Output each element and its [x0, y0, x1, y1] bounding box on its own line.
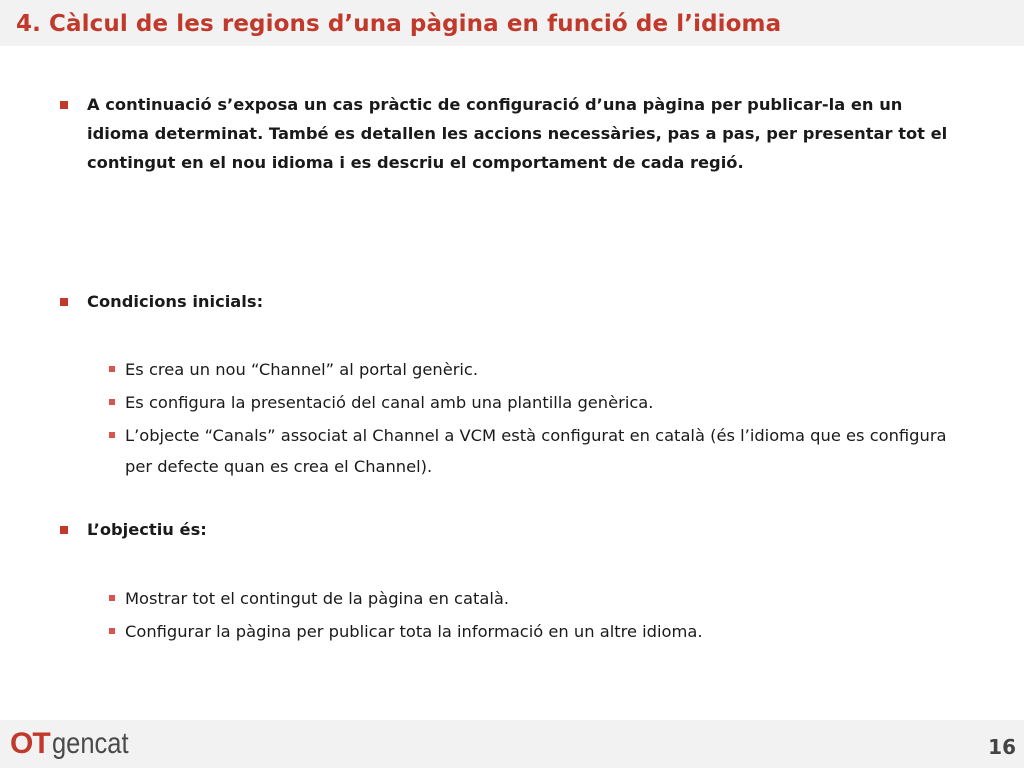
- intro-text: A continuació s’exposa un cas pràctic de configuració d’una pàgina per publicar-la en un idioma determinat. També es detallen les accions necessàries, pas a pas, per presentar tot el contingut en el nou idioma i es descriu el comportament de cada regió.: [87, 95, 948, 172]
- conditions-item: [109, 387, 969, 418]
- bullet-square-icon: [60, 526, 68, 534]
- sub-bullet-icon: [109, 399, 115, 405]
- slide-title: 4. Càlcul de les regions d’una pàgina en funció de l’idioma: [16, 11, 782, 37]
- sub-bullet-icon: [109, 628, 115, 634]
- conditions-heading: Condicions inicials:: [87, 292, 264, 311]
- footer-bar: [0, 720, 1024, 768]
- objective-item-text: Mostrar tot el contingut de la pàgina en català.: [125, 589, 510, 608]
- conditions-item: [109, 420, 969, 482]
- gencat-logo: gencat: [52, 727, 129, 760]
- sub-bullet-icon: [109, 432, 115, 438]
- sub-bullet-icon: [109, 366, 115, 372]
- conditions-item-text: Es crea un nou “Channel” al portal genèric.: [125, 360, 479, 379]
- page-number: 16: [988, 735, 1016, 759]
- bullet-square-icon: [60, 101, 68, 109]
- conditions-item: [109, 354, 969, 385]
- intro-bullet: [60, 90, 960, 177]
- conditions-item-text: Es configura la presentació del canal amb una plantilla genèrica.: [125, 393, 654, 412]
- objective-heading: L’objectiu és:: [87, 520, 207, 539]
- objective-item: [109, 616, 969, 647]
- bullet-square-icon: [60, 298, 68, 306]
- objective-bullet: [60, 515, 960, 544]
- objective-item: [109, 583, 969, 614]
- conditions-bullet: [60, 287, 960, 316]
- objective-item-text: Configurar la pàgina per publicar tota la informació en un altre idioma.: [125, 622, 703, 641]
- conditions-item-text: L’objecte “Canals” associat al Channel a VCM està configurat en català (és l’idioma que es configura per defecte quan es crea el Channel).: [125, 426, 947, 476]
- sub-bullet-icon: [109, 595, 115, 601]
- ot-logo: OT: [10, 727, 50, 760]
